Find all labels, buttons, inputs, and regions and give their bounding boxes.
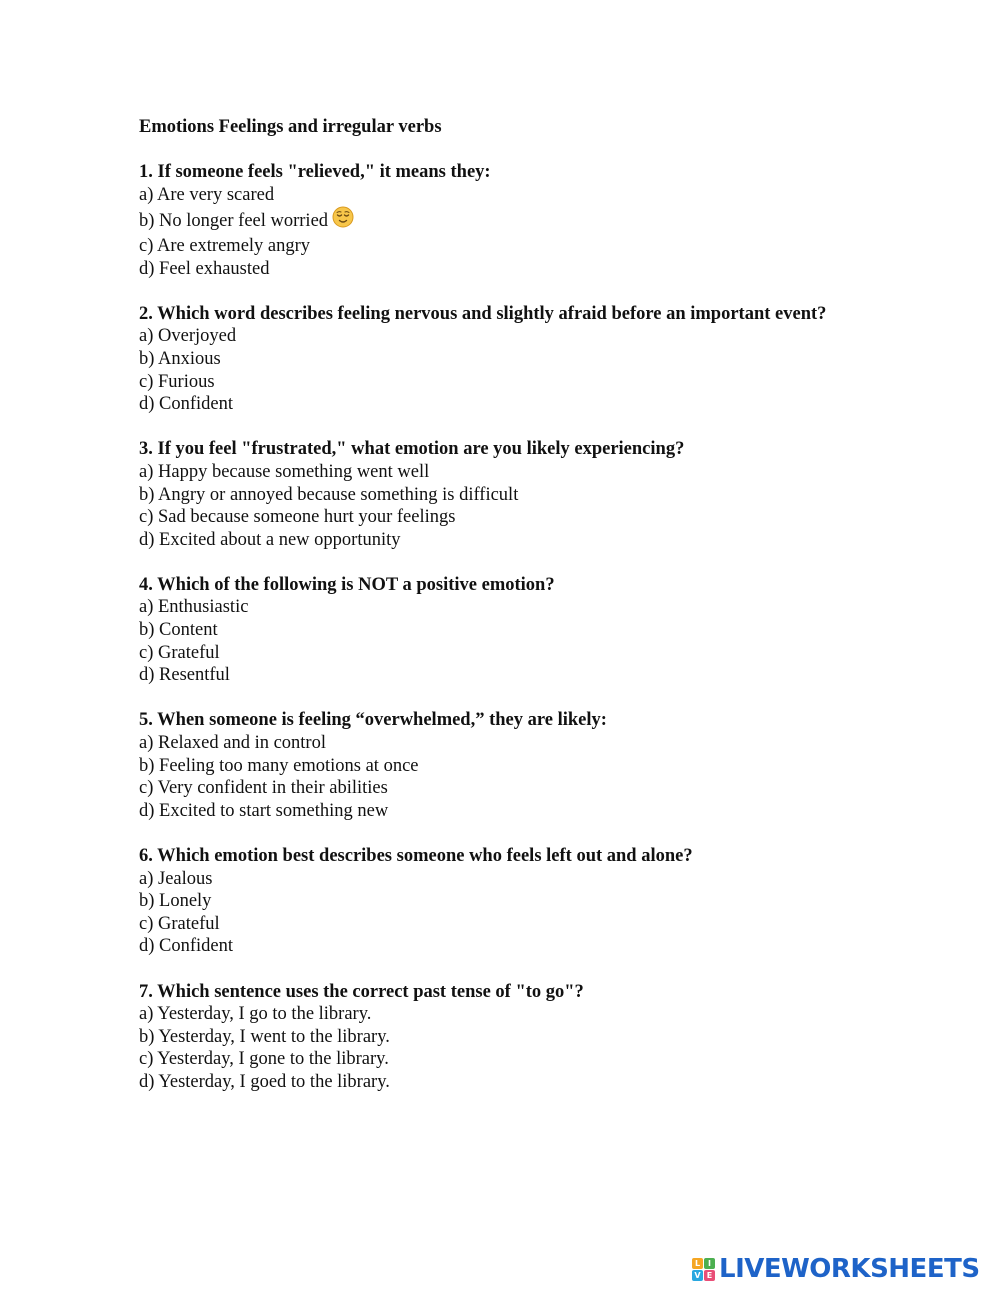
question-7 <box>139 981 859 1094</box>
logo-cell: V <box>692 1270 703 1281</box>
question-1 <box>139 161 859 280</box>
option-d: d) Excited about a new opportunity <box>139 529 401 550</box>
option-b: b) Yesterday, I went to the library. <box>139 1026 390 1047</box>
logo-cell: I <box>704 1258 715 1269</box>
option-d: d) Yesterday, I goed to the library. <box>139 1071 390 1092</box>
option-a: a) Yesterday, I go to the library. <box>139 1004 372 1025</box>
option-d: d) Confident <box>139 394 234 415</box>
question-text: 3. If you feel "frustrated," what emotion are you likely experiencing? <box>139 439 685 460</box>
option-c: c) Grateful <box>139 913 220 934</box>
option-c: c) Very confident in their abilities <box>139 778 388 799</box>
option-a: a) Overjoyed <box>139 326 237 347</box>
option-c: c) Yesterday, I gone to the library. <box>139 1049 389 1070</box>
option-b <box>139 206 859 235</box>
option-d: d) Resentful <box>139 665 230 686</box>
question-text: 7. Which sentence uses the correct past tense of "to go"? <box>139 981 584 1002</box>
option-a: a) Relaxed and in control <box>139 733 326 754</box>
logo-cell: E <box>704 1270 715 1281</box>
question-text: 4. Which of the following is NOT a positive emotion? <box>139 574 555 595</box>
document-title: Emotions Feelings and irregular verbs <box>139 117 442 137</box>
option-a: a) Jealous <box>139 868 213 889</box>
option-b: b) Anxious <box>139 348 221 369</box>
option-b: b) Feeling too many emotions at once <box>139 755 419 776</box>
option-a: a) Happy because something went well <box>139 461 430 482</box>
relieved-face-icon <box>332 206 354 235</box>
option-b: b) Lonely <box>139 891 212 912</box>
option-c: c) Sad because someone hurt your feelings <box>139 507 456 528</box>
option-b: b) Content <box>139 620 218 641</box>
option-b: b) Angry or annoyed because something is difficult <box>139 484 519 505</box>
option-c: c) Grateful <box>139 642 220 663</box>
option-a: a) Enthusiastic <box>139 597 249 618</box>
liveworksheets-logo <box>692 1254 980 1284</box>
worksheet <box>139 116 859 1116</box>
option-c: c) Are extremely angry <box>139 235 311 256</box>
question-6 <box>139 845 859 958</box>
option-label: b) No longer feel worried <box>139 211 329 232</box>
question-text: 2. Which word describes feeling nervous and slightly afraid before an important event? <box>139 303 827 324</box>
question-3 <box>139 438 859 551</box>
option-a: a) Are very scared <box>139 184 275 205</box>
question-text: 5. When someone is feeling “overwhelmed,” they are likely: <box>139 710 607 731</box>
logo-grid-icon <box>692 1258 715 1281</box>
logo-cell: L <box>692 1258 703 1269</box>
option-d: d) Excited to start something new <box>139 800 389 821</box>
question-2 <box>139 303 859 416</box>
question-4 <box>139 574 859 687</box>
option-d: d) Feel exhausted <box>139 258 270 279</box>
option-c: c) Furious <box>139 371 215 392</box>
brand-name: LIVEWORKSHEETS <box>719 1254 980 1284</box>
option-d: d) Confident <box>139 936 234 957</box>
question-text: 6. Which emotion best describes someone who feels left out and alone? <box>139 846 693 866</box>
question-5 <box>139 709 859 822</box>
question-text: 1. If someone feels "relieved," it means they: <box>139 162 491 183</box>
